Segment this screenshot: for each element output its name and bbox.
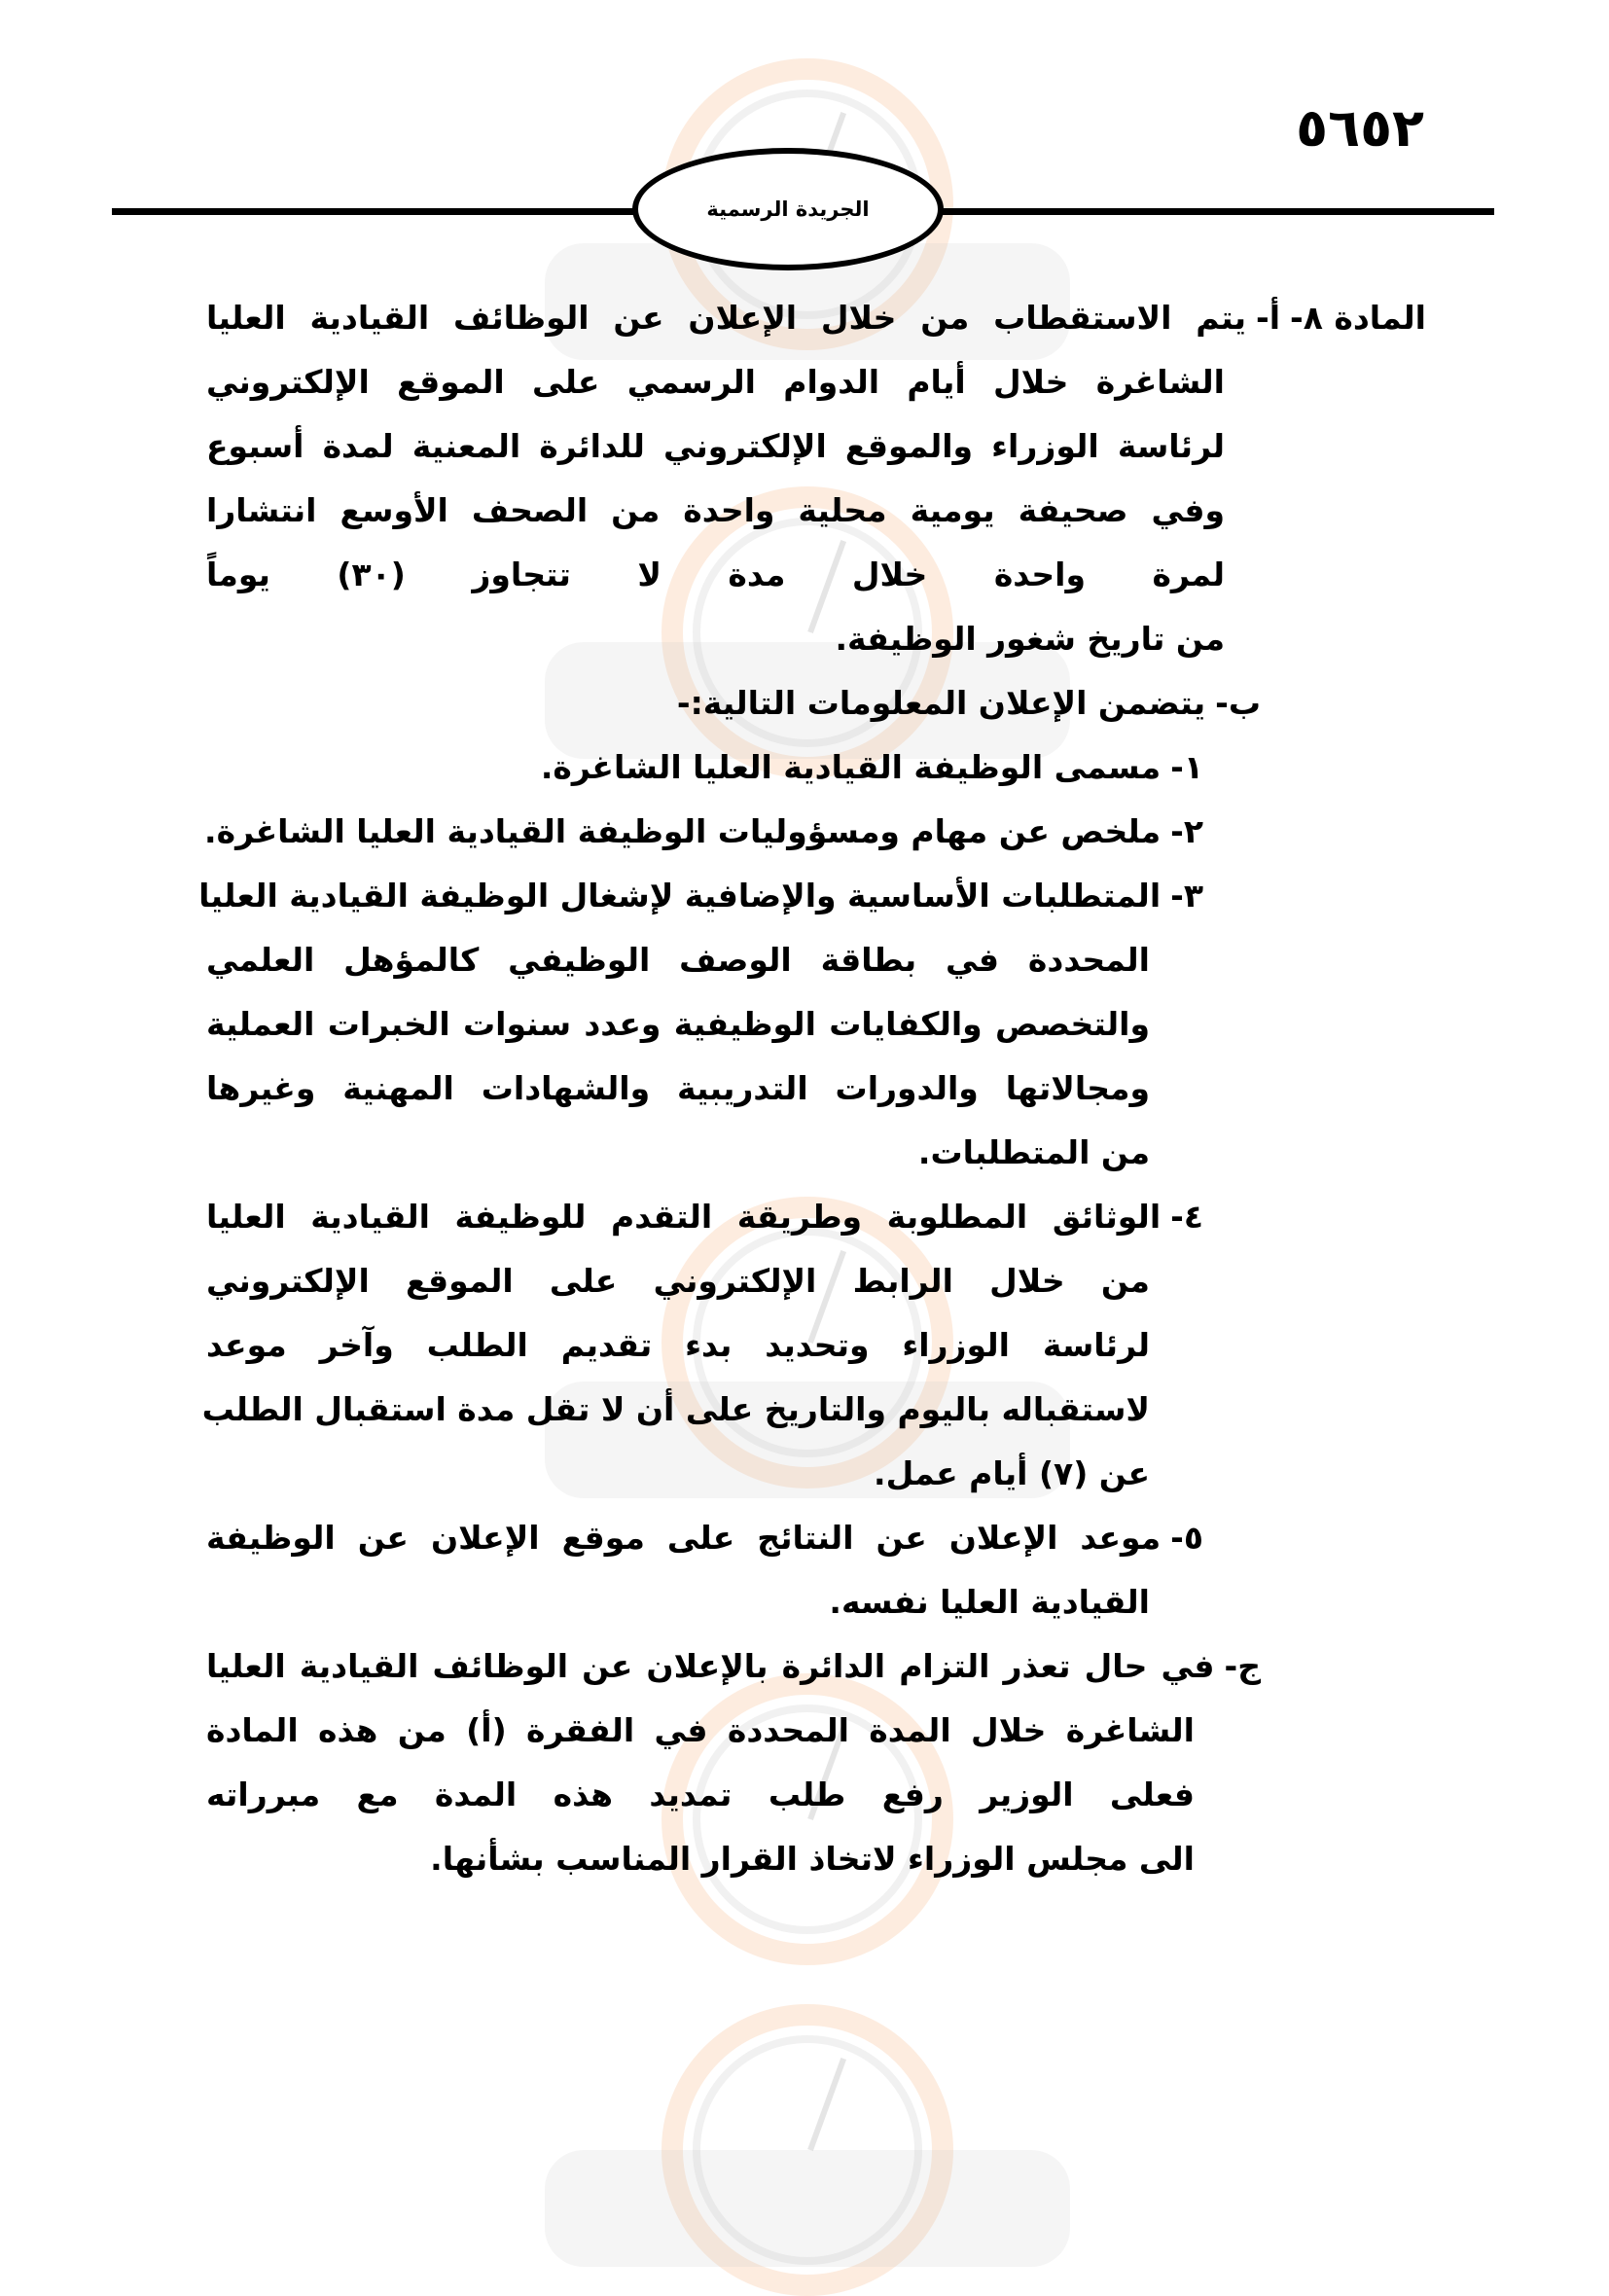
item-2-row: [206, 807, 1426, 872]
para-a-row: [206, 294, 1426, 358]
item-3-marker: ٣-: [1170, 877, 1203, 915]
item-4-row: [201, 1385, 1426, 1450]
para-a-row: [206, 358, 1426, 422]
item-3-row: [206, 1129, 1426, 1193]
para-a-line: يتم الاستقطاب من خلال الإعلان عن الوظائف القيادية العليا: [206, 299, 1246, 337]
item-3-row: [198, 872, 1426, 936]
para-c-line: فعلى الوزير رفع طلب تمديد هذه المدة مع مبرراته: [206, 1776, 1195, 1813]
para-a-line: لرئاسة الوزراء والموقع الإلكتروني للدائرة المعنية لمدة أسبوع: [206, 427, 1225, 465]
item-2-line: ملخص عن مهام ومسؤوليات الوظيفة القيادية العليا الشاغرة.: [204, 812, 1162, 850]
item-1-marker: ١-: [1170, 748, 1203, 786]
para-c-line: الشاغرة خلال المدة المحددة في الفقرة (أ) من هذه المادة: [206, 1711, 1195, 1749]
gazette-title: الجريدة الرسمية: [706, 197, 870, 221]
para-c-row: [206, 1771, 1426, 1835]
item-4-row: [206, 1321, 1426, 1385]
item-1-row: [206, 743, 1426, 807]
item-4-line: الوثائق المطلوبة وطريقة التقدم للوظيفة القيادية العليا: [206, 1198, 1162, 1236]
item-4-line: عن (٧) أيام عمل.: [874, 1454, 1150, 1492]
item-3-row: [206, 1000, 1426, 1064]
para-a-row: [206, 615, 1426, 679]
para-b-row: [206, 679, 1426, 743]
article-body: [198, 294, 1426, 1899]
item-4-line: لاستقباله باليوم والتاريخ على أن لا تقل مدة استقبال الطلب: [201, 1390, 1150, 1428]
item-3-line: المتطلبات الأساسية والإضافية لإشغال الوظيفة القيادية العليا: [198, 877, 1162, 915]
article-label: المادة ٨-: [1290, 299, 1426, 337]
item-5-line: موعد الإعلان عن النتائج على موقع الإعلان عن الوظيفة: [206, 1519, 1162, 1557]
item-4-line: لرئاسة الوزراء وتحديد بدء تقديم الطلب وآخر موعد: [206, 1326, 1150, 1364]
para-b-intro: يتضمن الإعلان المعلومات التالية:-: [676, 684, 1206, 722]
para-a-line: الشاغرة خلال أيام الدوام الرسمي على الموقع الإلكتروني: [206, 363, 1225, 401]
item-5-row: [206, 1578, 1426, 1642]
item-4-marker: ٤-: [1170, 1198, 1203, 1236]
para-a-line: وفي صحيفة يومية محلية واحدة من الصحف الأوسع انتشارا: [206, 491, 1225, 529]
item-3-row: [206, 1064, 1426, 1129]
item-3-row: [206, 936, 1426, 1000]
item-5-row: [206, 1514, 1426, 1578]
para-a-marker: أ-: [1256, 299, 1281, 337]
para-a-row: [206, 551, 1426, 615]
item-3-line: المحددة في بطاقة الوصف الوظيفي كالمؤهل العلمي: [206, 941, 1150, 979]
para-a-line: من تاريخ شغور الوظيفة.: [835, 620, 1225, 658]
para-c-line: الى مجلس الوزراء لاتخاذ القرار المناسب بشأنها.: [430, 1840, 1195, 1878]
gazette-title-oval: [632, 148, 944, 270]
item-1-line: مسمى الوظيفة القيادية العليا الشاغرة.: [540, 748, 1162, 786]
page-number: ٥٦٥٢: [1296, 97, 1424, 159]
item-4-row: [206, 1193, 1426, 1257]
para-a-row: [206, 486, 1426, 551]
item-2-marker: ٢-: [1170, 812, 1203, 850]
watermark-logo: [545, 2150, 1070, 2267]
para-c-row: [206, 1642, 1426, 1706]
para-b-marker: ب-: [1215, 684, 1261, 722]
item-3-line: من المتطلبات.: [917, 1133, 1150, 1171]
para-c-row: [206, 1706, 1426, 1771]
para-a-row: [206, 422, 1426, 486]
para-c-row: [206, 1835, 1426, 1899]
para-a-line: لمرة واحدة خلال مدة لا تتجاوز (٣٠) يوماً: [206, 556, 1225, 593]
item-5-marker: ٥-: [1170, 1519, 1203, 1557]
item-5-line: القيادية العليا نفسه.: [829, 1583, 1150, 1621]
para-c-marker: ج-: [1224, 1647, 1261, 1685]
item-4-row: [206, 1450, 1426, 1514]
item-4-line: من خلال الرابط الإلكتروني على الموقع الإلكتروني: [206, 1262, 1150, 1300]
item-4-row: [206, 1257, 1426, 1321]
para-c-line: في حال تعذر التزام الدائرة بالإعلان عن الوظائف القيادية العليا: [206, 1647, 1215, 1685]
item-3-line: ومجالاتها والدورات التدريبية والشهادات المهنية وغيرها: [206, 1069, 1150, 1107]
item-3-line: والتخصص والكفايات الوظيفية وعدد سنوات الخبرات العملية: [206, 1005, 1150, 1043]
